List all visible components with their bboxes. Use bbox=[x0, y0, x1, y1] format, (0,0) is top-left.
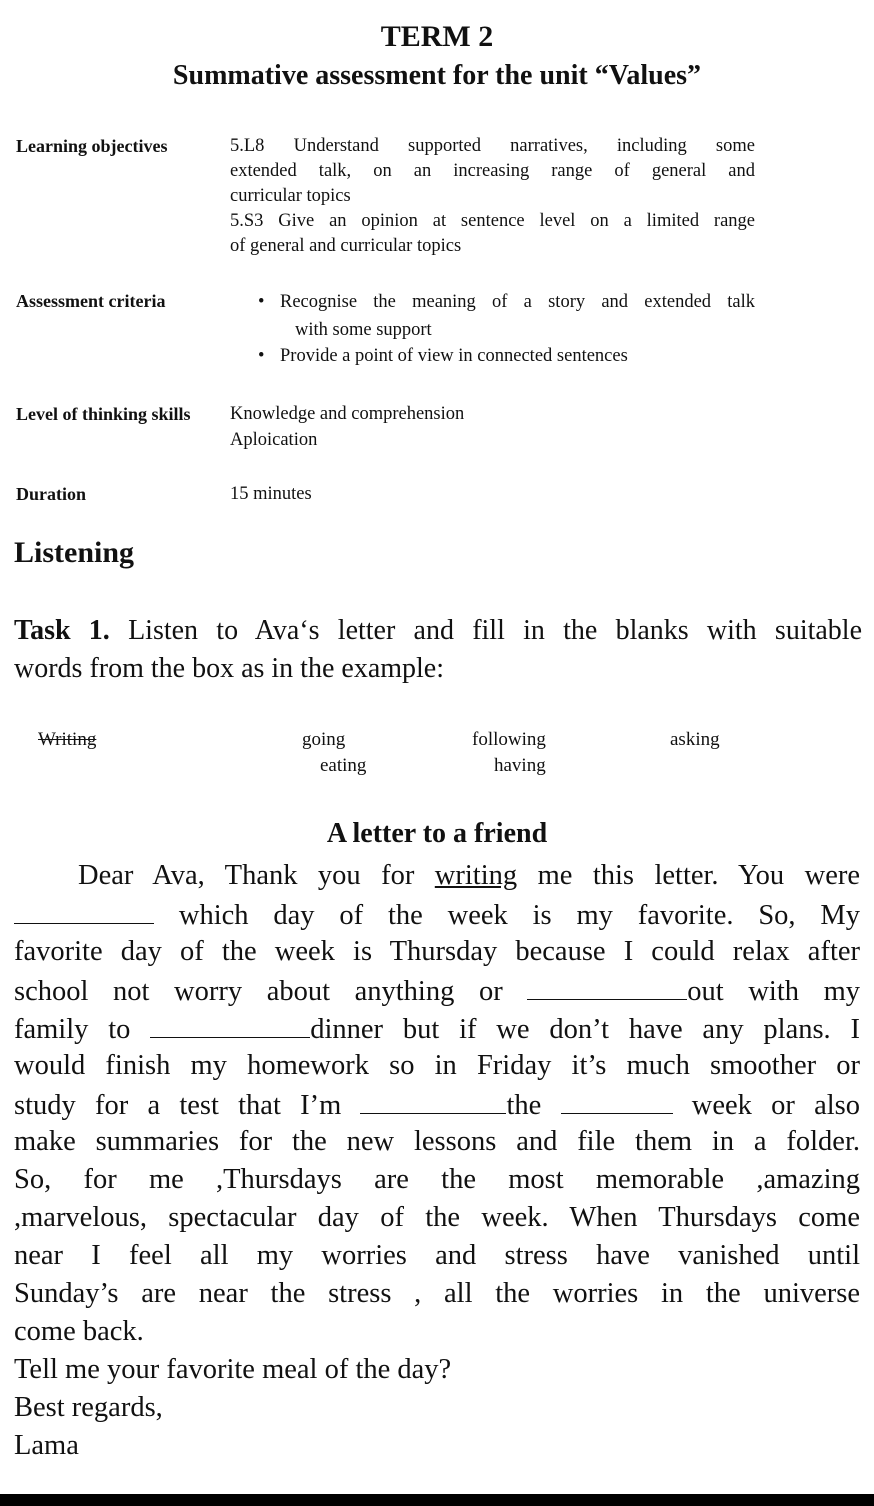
answer-blank[interactable] bbox=[561, 1085, 673, 1114]
objective-line: curricular topics bbox=[230, 186, 351, 206]
thinking-skill: Aploication bbox=[230, 430, 318, 450]
word-option: asking bbox=[670, 729, 720, 750]
answer-blank[interactable] bbox=[360, 1085, 506, 1114]
task-line: words from the box as in the example: bbox=[14, 653, 445, 684]
criteria-text: Provide a point of view in connected sentences bbox=[280, 346, 628, 366]
bottom-edge-bar bbox=[0, 1494, 874, 1506]
thinking-skills-label: Level of thinking skills bbox=[16, 404, 191, 424]
criteria-text-continued: with some support bbox=[295, 320, 432, 340]
letter-signature: Lama bbox=[14, 1430, 79, 1461]
letter-line: Dear Ava, Thank you for writing me this letter. You were bbox=[78, 860, 860, 891]
answer-blank[interactable] bbox=[150, 1009, 310, 1038]
example-answer: writing bbox=[434, 860, 518, 891]
letter-line: ,marvelous, spectacular day of the week. When Thursdays come bbox=[14, 1202, 860, 1233]
letter-line: So, for me ,Thursdays are the most memorable ,amazing bbox=[14, 1164, 860, 1195]
objective-line: extended talk, on an increasing range of general and bbox=[230, 161, 755, 181]
assessment-criteria-label: Assessment criteria bbox=[16, 291, 166, 311]
letter-closing: Best regards, bbox=[14, 1392, 163, 1423]
letter-line: school not worry about anything or out with my bbox=[14, 971, 860, 1009]
answer-blank[interactable] bbox=[527, 971, 687, 1000]
objective-line: of general and curricular topics bbox=[230, 236, 462, 256]
bullet-icon: • bbox=[258, 346, 265, 366]
letter-line: study for a test that I’m the week or also bbox=[14, 1085, 860, 1123]
task-label: Task 1. bbox=[14, 615, 110, 646]
criteria-item bbox=[258, 343, 755, 369]
letter-line: which day of the week is my favorite. So, My bbox=[14, 895, 860, 933]
duration-label: Duration bbox=[16, 484, 87, 504]
bullet-icon: • bbox=[258, 292, 265, 312]
objective-line: 5.L8 Understand supported narratives, including some bbox=[230, 136, 755, 156]
letter-line: Sunday’s are near the stress , all the worries in the universe bbox=[14, 1278, 860, 1309]
letter-body bbox=[14, 857, 860, 1465]
duration-text: 15 minutes bbox=[230, 484, 312, 504]
duration-value bbox=[230, 482, 755, 507]
letter-line: would finish my homework so in Friday it’s much smoother or bbox=[14, 1050, 860, 1081]
letter-line: family to dinner but if we don’t have any plans. I bbox=[14, 1009, 860, 1047]
word-example: Writing bbox=[38, 729, 97, 750]
task-instructions bbox=[14, 612, 862, 688]
page-title: Summative assessment for the unit “Values” bbox=[172, 60, 702, 91]
thinking-skill: Knowledge and comprehension bbox=[230, 404, 465, 424]
letter-line: favorite day of the week is Thursday because I could relax after bbox=[14, 936, 860, 967]
word-option: eating bbox=[320, 755, 367, 776]
word-option: going bbox=[302, 729, 346, 750]
word-option: following bbox=[472, 729, 546, 750]
objective-line: 5.S3 Give an opinion at sentence level on a limited range bbox=[230, 211, 755, 231]
listening-heading: Listening bbox=[14, 536, 135, 569]
term-heading: TERM 2 bbox=[380, 20, 494, 53]
criteria-item bbox=[258, 289, 755, 315]
criteria-text: Recognise the meaning of a story and extended talk bbox=[280, 292, 755, 312]
task-line: Listen to Ava‘s letter and fill in the blanks with suitable bbox=[128, 615, 863, 646]
letter-question: Tell me your favorite meal of the day? bbox=[14, 1354, 452, 1385]
learning-objectives-text bbox=[230, 134, 755, 259]
answer-blank[interactable] bbox=[14, 895, 154, 924]
letter-line: make summaries for the new lessons and file them in a folder. bbox=[14, 1126, 860, 1157]
assessment-criteria-list bbox=[258, 289, 755, 369]
letter-line: come back. bbox=[14, 1316, 144, 1347]
thinking-skills-text bbox=[230, 402, 755, 453]
learning-objectives-label: Learning objectives bbox=[16, 136, 168, 156]
letter-title: A letter to a friend bbox=[326, 818, 548, 849]
letter-line: near I feel all my worries and stress have vanished until bbox=[14, 1240, 860, 1271]
word-option: having bbox=[494, 755, 546, 776]
